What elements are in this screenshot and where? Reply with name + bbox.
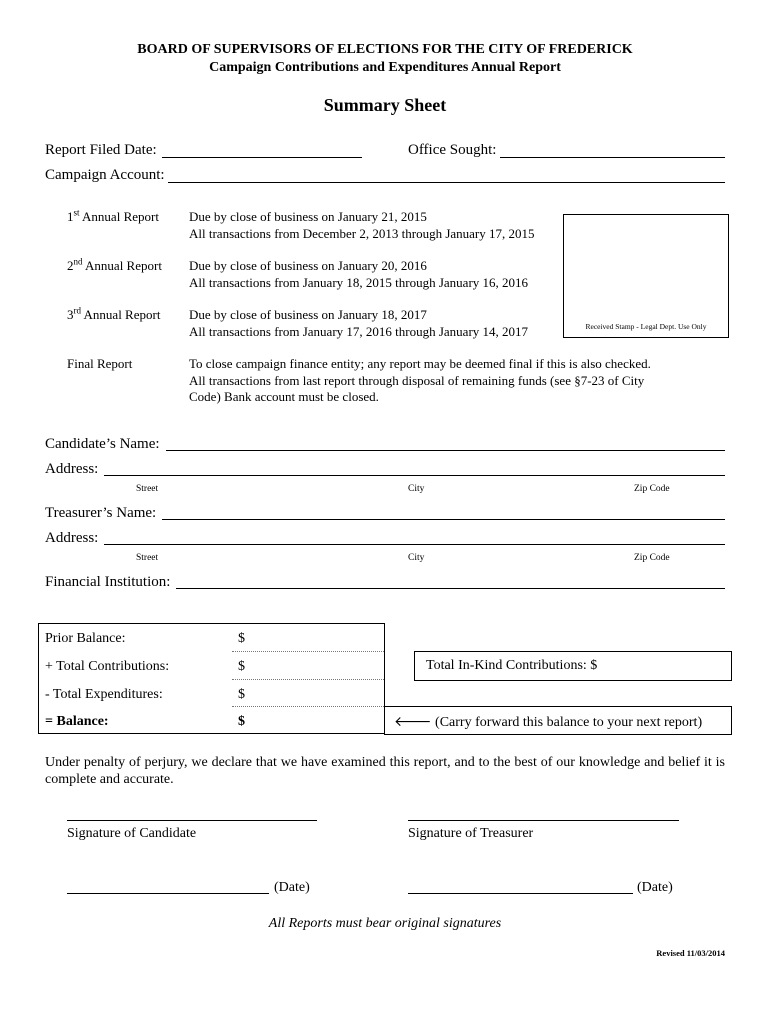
in-kind-box[interactable] (414, 651, 732, 681)
original-signatures-note: All Reports must bear original signatures (268, 916, 502, 931)
candidate-address-field[interactable] (104, 475, 725, 476)
candidate-address-label: Address: (45, 461, 99, 477)
report-2-due: Due by close of business on January 20, 2016 (189, 258, 427, 273)
total-contributions-label: + Total Contributions: (45, 659, 170, 674)
treasurer-street-caption: Street (136, 553, 159, 563)
report-2-range: All transactions from January 18, 2015 through January 16, 2016 (189, 275, 529, 290)
candidate-signature-field[interactable] (67, 820, 317, 821)
financial-institution-field[interactable] (176, 588, 725, 589)
candidate-zip-caption: Zip Code (634, 484, 670, 494)
campaign-account-field[interactable] (168, 182, 725, 183)
balance-label: = Balance: (45, 714, 109, 729)
board-title: BOARD OF SUPERVISORS OF ELECTIONS FOR THE CITY OF FREDERICK (137, 42, 633, 57)
final-report-label[interactable]: Final Report (67, 356, 133, 371)
report-filed-date-field[interactable] (162, 157, 362, 158)
in-kind-label: Total In-Kind Contributions: $ (426, 658, 598, 673)
total-expenditures-dollar[interactable]: $ (238, 687, 245, 702)
report-2-label[interactable]: 2nd Annual Report (67, 256, 162, 273)
received-stamp-box (563, 214, 729, 338)
candidate-name-label: Candidate’s Name: (45, 436, 160, 452)
final-report-line2: All transactions from last report through disposal of remaining funds (see §7-23 of City (189, 373, 645, 388)
report-1-due: Due by close of business on January 21, 2015 (189, 209, 427, 224)
candidate-street-caption: Street (136, 484, 159, 494)
report-filed-date-label: Report Filed Date: (45, 142, 157, 158)
candidate-signature-label: Signature of Candidate (67, 826, 197, 841)
page-title: Summary Sheet (323, 95, 447, 115)
candidate-city-caption: City (408, 484, 425, 494)
report-subtitle: Campaign Contributions and Expenditures Annual Report (209, 60, 561, 75)
office-sought-field[interactable] (500, 157, 725, 158)
total-expenditures-label: - Total Expenditures: (45, 687, 163, 702)
prior-balance-label: Prior Balance: (45, 631, 126, 646)
candidate-date-label: (Date) (274, 880, 310, 895)
final-report-line3: Code) Bank account must be closed. (189, 389, 379, 404)
report-3-label[interactable]: 3rd Annual Report (67, 305, 161, 322)
report-1-range: All transactions from December 2, 2013 through January 17, 2015 (189, 226, 535, 241)
balance-dollar[interactable]: $ (238, 714, 245, 729)
financial-institution-label: Financial Institution: (45, 574, 171, 590)
treasurer-date-field[interactable] (408, 893, 633, 894)
treasurer-name-field[interactable] (162, 519, 725, 520)
received-stamp-label: Received Stamp - Legal Dept. Use Only (585, 322, 707, 331)
treasurer-signature-field[interactable] (408, 820, 679, 821)
prior-balance-dollar[interactable]: $ (238, 631, 245, 646)
final-report-line1: To close campaign finance entity; any report may be deemed final if this is also checked. (189, 356, 651, 371)
treasurer-zip-caption: Zip Code (634, 553, 670, 563)
treasurer-city-caption: City (408, 553, 425, 563)
candidate-date-field[interactable] (67, 893, 269, 894)
carry-forward-box (384, 706, 732, 735)
report-3-range: All transactions from January 17, 2016 through January 14, 2017 (189, 324, 529, 339)
total-contributions-dollar[interactable]: $ (238, 659, 245, 674)
perjury-declaration: Under penalty of perjury, we declare that we have examined this report, and to the best of our knowledge and belief it is complete and accurate. (45, 755, 725, 787)
treasurer-address-field[interactable] (104, 544, 725, 545)
treasurer-signature-label: Signature of Treasurer (408, 826, 534, 841)
revised-date: Revised 11/03/2014 (656, 948, 725, 958)
treasurer-address-label: Address: (45, 530, 99, 546)
treasurer-name-label: Treasurer’s Name: (45, 505, 157, 521)
report-3-due: Due by close of business on January 18, 2017 (189, 307, 427, 322)
report-1-label[interactable]: 1st Annual Report (67, 207, 159, 224)
campaign-account-label: Campaign Account: (45, 167, 165, 183)
treasurer-date-label: (Date) (637, 880, 673, 895)
office-sought-label: Office Sought: (408, 142, 497, 158)
candidate-name-field[interactable] (166, 450, 725, 451)
carry-forward-note: 🡐 (Carry forward this balance to your next report) (394, 715, 703, 730)
